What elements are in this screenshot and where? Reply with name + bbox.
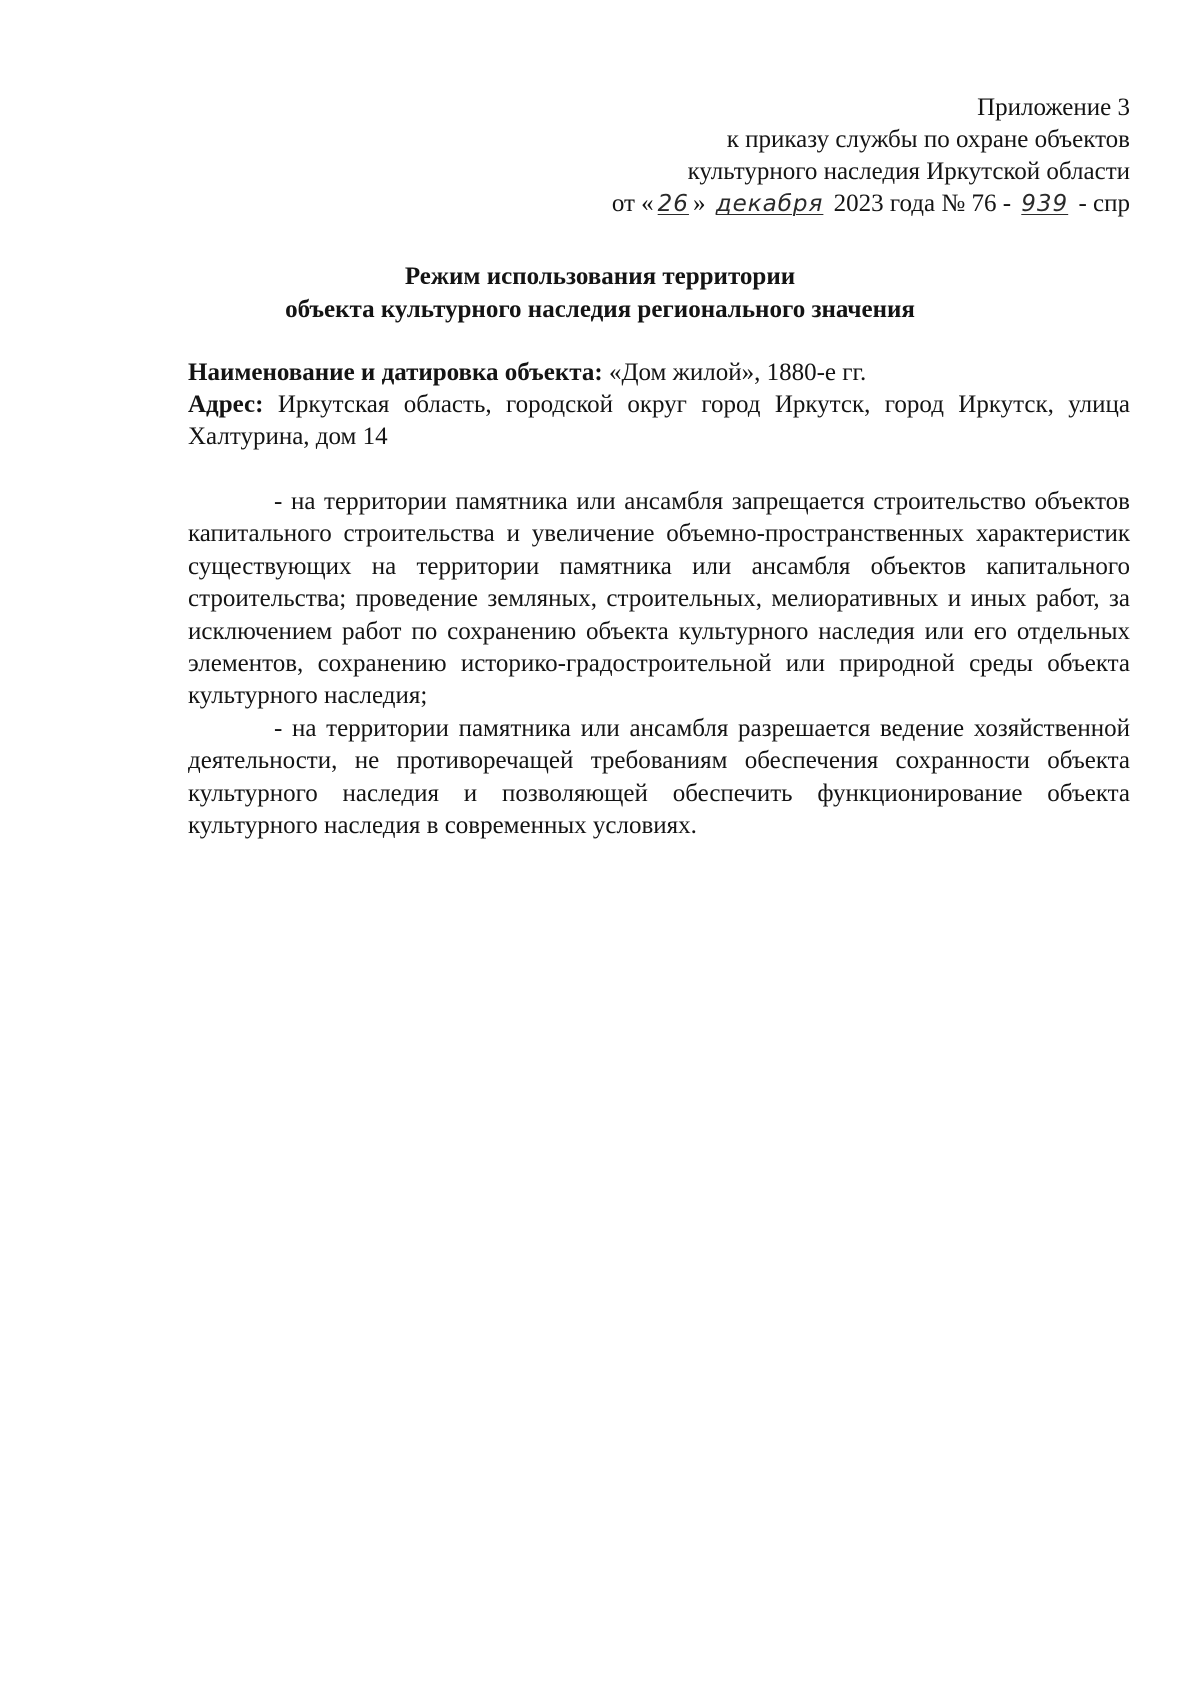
object-address-row xyxy=(188,389,1130,453)
object-name-row xyxy=(188,357,1130,389)
authority-name: культурного наследия Иркутской области xyxy=(687,158,1130,185)
appendix-header xyxy=(612,92,1130,220)
object-name-label: Наименование и датировка объекта: xyxy=(188,359,603,386)
handwritten-number: 939 xyxy=(1021,191,1069,217)
object-address-value: Иркутская область, городской округ город Иркутск, город Иркутск, улица Халтурина, дом 14 xyxy=(188,391,1130,450)
order-date-line xyxy=(612,188,1130,220)
title-line-2: объекта культурного наследия регионального значения xyxy=(285,296,915,323)
order-reference: к приказу службы по охране объектов xyxy=(726,126,1130,153)
handwritten-month: декабря xyxy=(715,191,824,217)
appendix-number: Приложение 3 xyxy=(977,94,1130,121)
date-prefix: от « xyxy=(611,190,654,217)
handwritten-day: 26 xyxy=(657,191,689,217)
object-name-value: «Дом жилой», 1880-е гг. xyxy=(608,359,867,386)
year-text: 2023 года № 76 - xyxy=(833,190,1012,217)
permission-paragraph: - на территории памятника или ансамбля разрешается ведение хозяйственной деятельности, не противоречащей требованиям обеспечения сохранности объекта культурного наследия и позволяющей обеспечить функционирование объекта культурного наследия в современных условиях. xyxy=(188,714,1130,840)
day-suffix: » xyxy=(692,190,706,217)
title-line-1: Режим использования территории xyxy=(404,263,796,290)
object-address-label: Адрес: xyxy=(188,391,264,418)
number-suffix: - спр xyxy=(1078,190,1130,217)
object-info xyxy=(188,357,1130,453)
document-title xyxy=(0,260,1200,326)
prohibition-paragraph: - на территории памятника или ансамбля запрещается строительство объектов капитального строительства и увеличение объемно-пространственных характеристик существующих на территории памятника или ансамбля объектов капитального строительства; проведение земляных, строительных, мелиоративных и иных работ, за исключением работ по сохранению объекта культурного наследия или его отдельных элементов, сохранению историко-градостроительной или природной среды объекта культурного наследия; xyxy=(188,488,1130,710)
regime-text xyxy=(188,486,1130,842)
